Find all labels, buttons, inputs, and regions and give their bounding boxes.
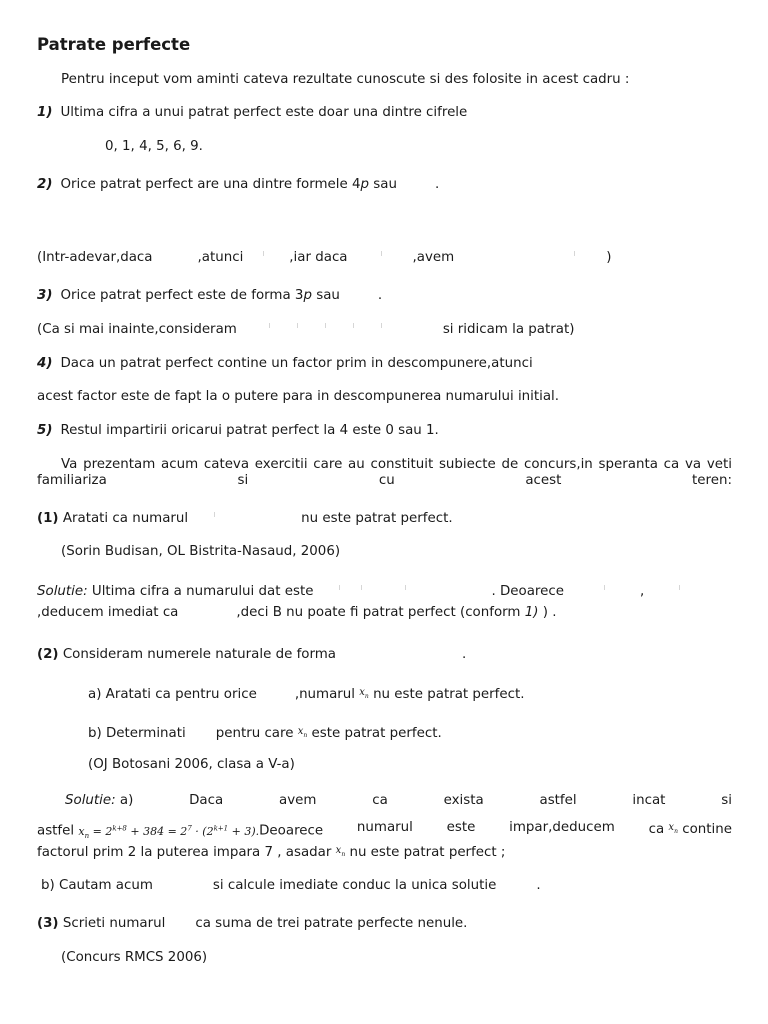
property-4-continued: acest factor este de fapt la o putere para in descompunerea numarului initial.: [37, 389, 560, 404]
solution-text: si calcule imediate conduc la unica solutie: [212, 878, 497, 893]
period: .: [536, 878, 541, 893]
exercise-2-question-a: [88, 685, 525, 705]
solution-word: incat: [632, 793, 666, 808]
question-text: este patrat perfect.: [311, 726, 442, 741]
property-3-proof: [37, 322, 574, 338]
exercise-text: Aratati ca numarul: [62, 511, 189, 526]
exercise-3: [37, 916, 467, 932]
solution-equation: $x_n = 2^{k+8} + 384 = 2^7 \cdot (2^{k+1} + 3)$.: [78, 824, 260, 840]
property-5: [37, 423, 439, 439]
intro-paragraph: Pentru inceput vom aminti cateva rezultate cunoscute si des folosite in acest cadru :: [61, 72, 630, 87]
question-text: b) Determinati: [88, 726, 186, 741]
exercise-2-source: (OJ Botosani 2006, clasa a V-a): [88, 757, 295, 772]
formula-placeholder: [153, 879, 213, 889]
exercise-2-solution-line3: [37, 843, 505, 863]
property-3: [37, 288, 382, 304]
proof-text: ): [606, 250, 612, 265]
formula-placeholder: [496, 879, 536, 889]
variable-p: p: [360, 177, 370, 192]
proof-text: ,avem: [412, 250, 455, 265]
period: .: [434, 177, 440, 192]
exercise-1-source: (Sorin Budisan, OL Bistrita-Nasaud, 2006): [61, 544, 341, 559]
property-text-or: sau: [311, 288, 340, 303]
formula-placeholder: [257, 688, 295, 698]
solution-text: b) Cautam acum: [41, 878, 153, 893]
exercise-3-source: (Concurs RMCS 2006): [61, 950, 208, 965]
exercise-2-solution-line2: [37, 820, 732, 844]
property-2-proof: [37, 250, 611, 266]
formula-placeholder: [165, 917, 195, 927]
exercise-text: ca suma de trei patrate perfecte nenule.: [195, 916, 468, 931]
solution-text: nu este patrat perfect ;: [349, 845, 506, 860]
exercise-1: [37, 511, 453, 527]
property-reference: 1): [524, 605, 539, 620]
exercise-text: Scrieti numarul: [62, 916, 166, 931]
property-number: 5): [37, 423, 53, 438]
formula-placeholder: [340, 289, 378, 299]
formula-placeholder: [348, 250, 413, 260]
x-n-symbol: xn: [668, 822, 678, 835]
formula-placeholder: [178, 606, 236, 616]
exercise-2-solution-line1: [37, 793, 732, 809]
solution-text: ) .: [542, 605, 557, 620]
question-text: ,numarul: [294, 687, 356, 702]
exercises-intro: Va prezentam acum cateva exercitii care au constituit subiecte de concurs,in speranta ca va veti familiariza si cu acest teren:: [37, 457, 732, 488]
x-n-symbol: xn: [335, 845, 346, 858]
property-4: [37, 356, 533, 372]
question-text: a) Aratati ca pentru orice: [88, 687, 257, 702]
property-text: Daca un patrat perfect contine un factor prim in descompunere,atunci: [60, 356, 533, 371]
solution-word: este: [446, 820, 476, 835]
solution-word: ca: [372, 793, 388, 808]
exercise-2-solution-b: [41, 878, 541, 894]
property-number: 1): [37, 105, 53, 120]
property-1: [37, 105, 467, 121]
exercise-number: (1): [37, 511, 59, 526]
solution-word: impar,deducem: [509, 820, 615, 835]
question-text: pentru care: [215, 726, 294, 741]
solution-text: Ultima cifra a numarului dat este: [91, 584, 314, 599]
formula-placeholder: [313, 584, 491, 594]
proof-text: (Intr-adevar,daca: [37, 250, 153, 265]
solution-text: ,deducem imediat ca: [37, 605, 179, 620]
formula-placeholder: [644, 584, 684, 594]
solution-text: ,: [639, 584, 645, 599]
solution-word: si: [721, 793, 732, 808]
property-text: Orice patrat perfect este de forma 3: [60, 288, 304, 303]
solution-word: Daca: [189, 793, 224, 808]
property-text: Ultima cifra a unui patrat perfect este doar una dintre cifrele: [60, 105, 468, 120]
formula-placeholder: [188, 511, 301, 521]
exercise-1-solution: [37, 584, 684, 600]
solution-label: Solutie:: [37, 584, 88, 599]
property-text: Restul impartirii oricarui patrat perfect la 4 este 0 sau 1.: [60, 423, 439, 438]
solution-word: a): [119, 793, 134, 808]
page-title: Patrate perfecte: [37, 35, 191, 54]
solution-text: factorul prim 2 la puterea impara 7 , asadar: [37, 845, 332, 860]
formula-placeholder: [397, 178, 435, 188]
x-n-symbol: xn: [297, 726, 308, 739]
solution-text: ,deci B nu poate fi patrat perfect (conform: [236, 605, 521, 620]
exercise-number: (3): [37, 916, 59, 931]
exercise-text: nu este patrat perfect.: [301, 511, 453, 526]
proof-text: (Ca si mai inainte,consideram: [37, 322, 237, 337]
property-number: 3): [37, 288, 53, 303]
solution-label: Solutie:: [65, 793, 116, 808]
proof-text: ,iar daca: [289, 250, 348, 265]
solution-word: contine: [682, 822, 732, 837]
formula-placeholder: [153, 251, 198, 261]
question-text: nu este patrat perfect.: [373, 687, 525, 702]
formula-placeholder: [186, 727, 216, 737]
solution-word: avem: [279, 793, 317, 808]
solution-text: . Deoarece: [491, 584, 564, 599]
formula-placeholder: [564, 584, 640, 594]
solution-word: exista: [443, 793, 484, 808]
formula-placeholder: [237, 322, 443, 332]
solution-word: Deoarece: [259, 823, 324, 839]
property-1-digits: 0, 1, 4, 5, 6, 9.: [105, 139, 203, 154]
formula-placeholder: [454, 250, 606, 260]
exercise-number: (2): [37, 647, 59, 662]
exercise-text: Consideram numerele naturale de forma: [62, 647, 337, 662]
proof-text: si ridicam la patrat): [442, 322, 575, 337]
exercise-1-solution-continued: [37, 605, 557, 621]
property-number: 4): [37, 356, 53, 371]
solution-word: ca: [648, 822, 665, 837]
formula-placeholder: [243, 250, 289, 260]
solution-word: astfel: [539, 793, 577, 808]
variable-p: p: [303, 288, 312, 303]
solution-word: numarul: [356, 820, 413, 835]
exercise-2: [37, 647, 466, 663]
property-text-or: sau: [369, 177, 397, 192]
exercise-2-question-b: [88, 724, 442, 744]
property-2: [37, 177, 439, 193]
x-n-symbol: xn: [359, 687, 369, 700]
property-text: Orice patrat perfect are una dintre formele 4: [60, 177, 361, 192]
proof-text: ,atunci: [197, 250, 244, 265]
formula-placeholder: [336, 648, 462, 658]
solution-word: astfel: [37, 823, 75, 839]
property-number: 2): [37, 177, 53, 192]
period: .: [462, 647, 467, 662]
period: .: [377, 288, 383, 303]
